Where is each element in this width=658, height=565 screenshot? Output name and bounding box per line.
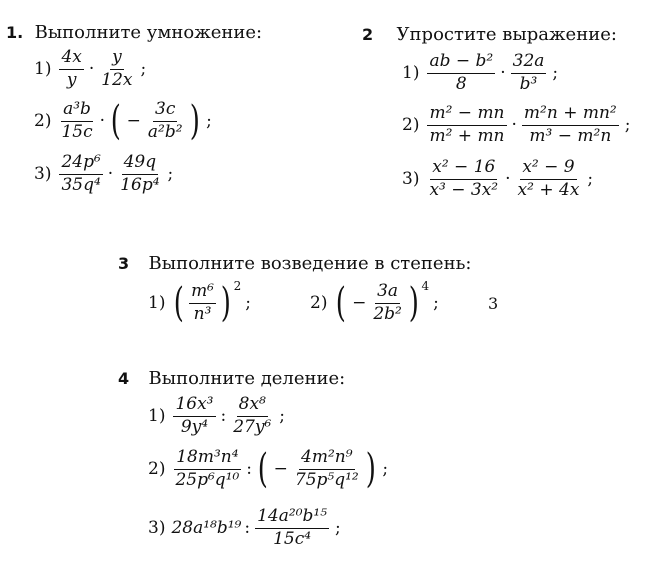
task4-item-3 (148, 507, 341, 549)
right-paren: ) (408, 280, 419, 327)
task1-item-2 (34, 98, 212, 145)
fraction: $\frac{\text{4m²n⁹}}{\text{75p⁵q¹²}}$ (294, 447, 359, 490)
fraction: $\frac{\text{x² − 16}}{\text{x³ − 3x²}}$ (429, 157, 499, 200)
semicolon: ; (245, 293, 251, 314)
left-paren: ( (336, 280, 347, 327)
minus-sign: − (126, 111, 141, 132)
task3-header (118, 253, 471, 274)
task3-cut-fragment: 3 (488, 294, 499, 313)
semicolon: ; (382, 459, 389, 480)
task2-title: Упростите выражение: (396, 24, 617, 45)
task2-header (362, 24, 617, 45)
fraction: $\frac{\text{8x⁸}}{\text{27y⁶}}$ (233, 394, 272, 437)
operator: · (505, 169, 511, 190)
item-index: 2) (310, 293, 328, 314)
operator: : (246, 459, 253, 480)
task2-item-2 (402, 104, 630, 146)
item-index: 1) (148, 406, 166, 427)
semicolon: ; (624, 115, 631, 136)
item-index: 1) (402, 63, 420, 84)
fraction: $\frac{\text{18m³n⁴}}{\text{25p⁶q¹⁰}}$ (175, 447, 240, 490)
fraction: $\frac{\text{m²n + mn²}}{\text{m³ − m²n}}$ (523, 103, 617, 146)
task3-item-1: 1) ( $\frac{\text{m⁶}}{\text{n³}}$ ) 2 ; (148, 279, 251, 327)
left-paren: ( (257, 446, 268, 493)
item-index: 1) (34, 59, 52, 80)
fraction: $\frac{4x}{y}$ (61, 47, 82, 90)
task1-item-1 (34, 48, 146, 90)
fraction: $\frac{\text{a³b}}{15c}$ (61, 99, 93, 142)
task1-item-3 (34, 153, 173, 195)
task4-item-2 (148, 446, 389, 493)
fraction: $\frac{32a}{\text{b³}}$ (512, 51, 545, 94)
operator: · (88, 59, 95, 80)
semicolon: ; (587, 169, 594, 190)
right-paren: ) (365, 446, 376, 493)
fraction: $\frac{3c}{\text{a²b²}}$ (147, 99, 183, 142)
fraction: $\frac{\text{ab − b²}}{8}$ (429, 51, 494, 94)
task2-number: 2 (362, 25, 374, 44)
task3-number: 3 (118, 254, 130, 273)
operator: · (511, 115, 517, 136)
semicolon: ; (140, 59, 147, 80)
fraction: $\frac{y}{12x}$ (101, 47, 133, 90)
item-index: 3) (34, 164, 52, 185)
item-index: 3) (402, 169, 420, 190)
left-paren: ( (110, 98, 121, 145)
operator: · (500, 63, 506, 84)
task4-header (118, 368, 345, 389)
item-index: 2) (402, 115, 420, 136)
task1-title: Выполните умножение: (34, 22, 263, 43)
semicolon: ; (335, 518, 341, 539)
task4-item-1 (148, 395, 285, 437)
operator: · (99, 111, 106, 132)
task4-number: 4 (118, 369, 130, 388)
fraction: $\frac{\text{14a²⁰b¹⁵}}{\text{15c⁴}}$ (257, 506, 328, 549)
right-paren: ) (189, 98, 200, 145)
task1-header (6, 22, 262, 43)
item-index: 2) (34, 111, 52, 132)
fraction: $\frac{\text{x² − 9}}{\text{x² + 4x}}$ (517, 157, 580, 200)
task2-item-3 (402, 158, 593, 200)
task3-item-2: 2) ( − $\frac{3a}{\text{2b²}}$ ) 4 ; (310, 279, 439, 327)
item-index: 3) (148, 518, 166, 539)
operator: · (107, 164, 114, 185)
item-index: 1) (148, 293, 166, 314)
semicolon: ; (279, 406, 286, 427)
fraction: $\frac{\text{m² − mn}}{\text{m² + mn}}$ (429, 103, 505, 146)
task4-title: Выполните деление: (148, 368, 346, 389)
fraction: $\frac{\text{m⁶}}{\text{n³}}$ (191, 281, 214, 324)
fraction: $\frac{49q}{\text{16p⁴}}$ (120, 152, 160, 195)
minus-sign: − (352, 293, 367, 314)
monomial: 28a¹⁸b¹⁹ (171, 518, 242, 539)
left-paren: ( (174, 280, 185, 327)
task1-number: 1. (6, 23, 24, 42)
semicolon: ; (167, 164, 174, 185)
right-paren: ) (220, 280, 231, 327)
task2-item-1 (402, 52, 558, 94)
item-index: 2) (148, 459, 166, 480)
minus-sign: − (273, 459, 288, 480)
fraction: $\frac{\text{16x³}}{\text{9y⁴}}$ (175, 394, 214, 437)
semicolon: ; (552, 63, 559, 84)
operator: : (220, 406, 227, 427)
semicolon: ; (206, 111, 212, 132)
operator: : (244, 518, 251, 539)
task3-title: Выполните возведение в степень: (148, 253, 472, 274)
semicolon: ; (433, 293, 439, 314)
fraction: $\frac{\text{24p⁶}}{\text{35q⁴}}$ (61, 152, 101, 195)
fraction: $\frac{3a}{\text{2b²}}$ (373, 281, 402, 324)
